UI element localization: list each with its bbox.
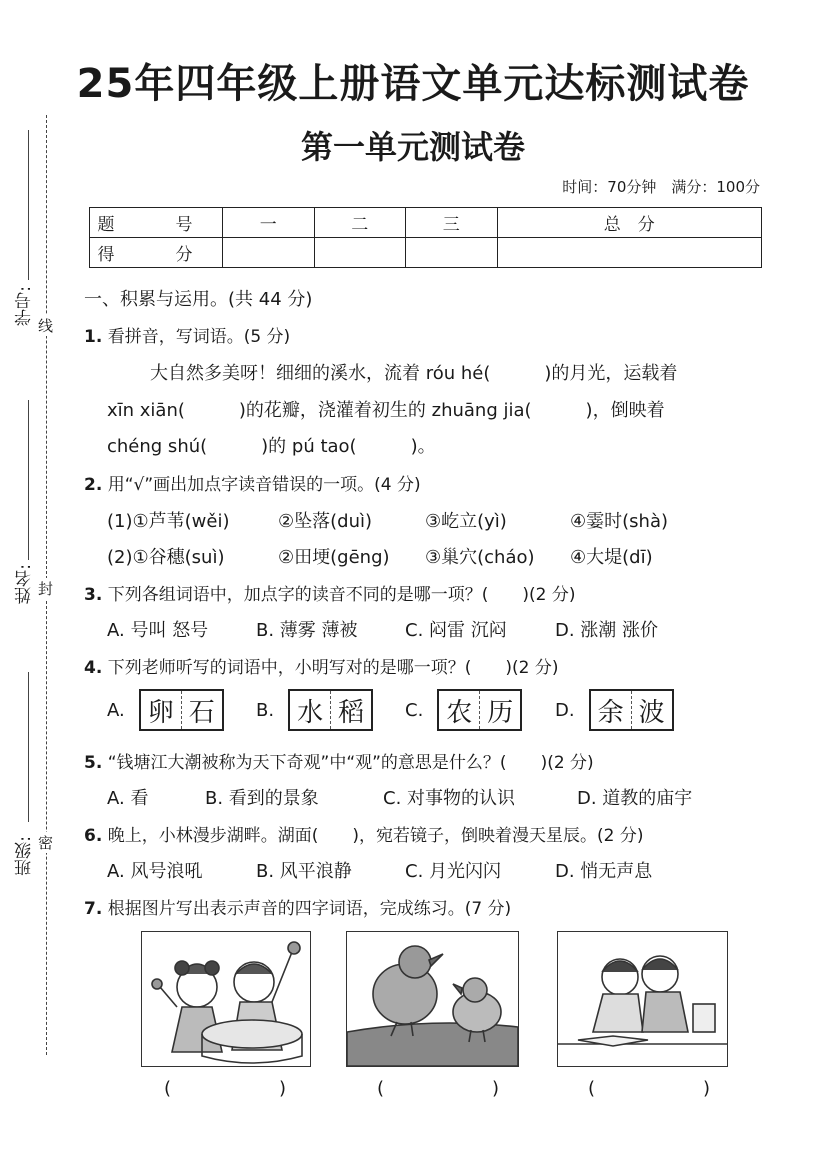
answer-blank[interactable]: ( ) xyxy=(377,1078,500,1099)
mi-label: 密 xyxy=(38,834,54,852)
char-cell: 石 xyxy=(188,697,215,728)
xingming-label: 姓名: xyxy=(15,564,35,604)
question-number: 7. xyxy=(84,899,103,919)
q2-option[interactable]: (2)①谷穗(suì) xyxy=(107,547,225,568)
binding-margin xyxy=(0,0,70,1168)
q2-option[interactable]: ②田埂(gēng) xyxy=(278,547,390,568)
score-table xyxy=(89,207,762,268)
q4-option-d[interactable] xyxy=(555,689,674,731)
question-1 xyxy=(84,322,290,347)
tianzige-box xyxy=(139,689,224,731)
score-cell: 二 xyxy=(314,208,406,238)
banji-underline[interactable] xyxy=(28,672,29,822)
banji-label: 班级: xyxy=(15,836,35,876)
score-cell: 三 xyxy=(406,208,498,238)
option-label: B. xyxy=(256,699,275,721)
option-label: C. xyxy=(405,699,424,721)
question-3 xyxy=(84,580,575,605)
q6-option[interactable]: A. 风号浪吼 xyxy=(107,861,203,882)
xuehao-label: 学号: xyxy=(15,286,35,326)
score-table-row xyxy=(90,208,762,238)
exam-title: 25年四年级上册语文单元达标测试卷 xyxy=(76,61,750,107)
score-cell: 题 号 xyxy=(90,208,223,238)
score-input-cell[interactable] xyxy=(406,238,498,268)
question-text: 下列各组词语中，加点字的读音不同的是哪一项？( )(2 分) xyxy=(107,585,576,605)
question-number: 1. xyxy=(84,327,103,347)
picture-reading-boys xyxy=(557,931,728,1067)
tianzige-box xyxy=(288,689,373,731)
xingming-underline[interactable] xyxy=(28,400,29,560)
q6-option[interactable]: C. 月光闪闪 xyxy=(405,861,502,882)
picture-birds xyxy=(346,931,519,1067)
xuehao-underline[interactable] xyxy=(28,130,29,280)
question-text: 下列老师听写的词语中，小明写对的是哪一项？( )(2 分) xyxy=(107,658,559,678)
q1-line: chéng shú( )的 pú tao( )。 xyxy=(107,436,436,457)
section-title: 一、积累与运用。(共 44 分) xyxy=(84,289,313,310)
score-cell: 得 分 xyxy=(90,238,223,268)
q2-option[interactable]: ③屹立(yì) xyxy=(425,511,507,532)
q5-option[interactable]: C. 对事物的认识 xyxy=(383,788,516,809)
q1-line: xīn xiān( )的花瓣，浇灌着初生的 zhuāng jia( )，倒映着 xyxy=(107,400,665,421)
question-text: 根据图片写出表示声音的四字词语，完成练习。(7 分) xyxy=(107,899,512,919)
birds-illustration xyxy=(347,932,518,1066)
q2-option[interactable]: (1)①芦苇(wěi) xyxy=(107,511,230,532)
score-cell: 总 分 xyxy=(497,208,761,238)
q1-line: 大自然多美呀！细细的溪水，流着 róu hé( )的月光，运载着 xyxy=(150,363,678,384)
answer-blank[interactable]: ( ) xyxy=(588,1078,711,1099)
q2-option[interactable]: ③巢穴(cháo) xyxy=(425,547,535,568)
question-text: 用“√”画出加点字读音错误的一项。(4 分) xyxy=(107,475,421,495)
question-number: 2. xyxy=(84,475,103,495)
q5-option[interactable]: A. 看 xyxy=(107,788,149,809)
feng-label: 封 xyxy=(38,580,54,598)
question-text: “钱塘江大潮被称为天下奇观”中“观”的意思是什么？( )(2 分) xyxy=(107,753,594,773)
option-label: D. xyxy=(555,699,575,721)
score-cell: 一 xyxy=(223,208,315,238)
question-number: 3. xyxy=(84,585,103,605)
char-cell: 余 xyxy=(591,691,632,729)
q3-option[interactable]: D. 涨潮 涨价 xyxy=(555,620,659,641)
q2-option[interactable]: ④霎时(shà) xyxy=(570,511,668,532)
question-6 xyxy=(84,821,643,846)
drum-kids-illustration xyxy=(142,932,310,1066)
tianzige-box xyxy=(437,689,522,731)
question-number: 5. xyxy=(84,753,103,773)
score-input-cell[interactable] xyxy=(223,238,315,268)
q3-option[interactable]: A. 号叫 怒号 xyxy=(107,620,209,641)
answer-blank[interactable]: ( ) xyxy=(164,1078,287,1099)
score-input-cell[interactable] xyxy=(314,238,406,268)
q5-option[interactable]: D. 道教的庙宇 xyxy=(577,788,693,809)
question-number: 6. xyxy=(84,826,103,846)
q2-option[interactable]: ④大堤(dī) xyxy=(570,547,653,568)
q4-option-a[interactable] xyxy=(107,689,224,731)
char-cell: 水 xyxy=(290,691,331,729)
question-7 xyxy=(84,894,511,919)
q2-option[interactable]: ②坠落(duì) xyxy=(278,511,373,532)
tianzige-box xyxy=(589,689,674,731)
q5-option[interactable]: B. 看到的景象 xyxy=(205,788,319,809)
char-cell: 卵 xyxy=(141,691,182,729)
char-cell: 农 xyxy=(439,691,480,729)
reading-boys-illustration xyxy=(558,932,727,1066)
picture-drum-kids xyxy=(141,931,311,1067)
score-input-cell[interactable] xyxy=(497,238,761,268)
q6-option[interactable]: D. 悄无声息 xyxy=(555,861,653,882)
score-table-row xyxy=(90,238,762,268)
option-label: A. xyxy=(107,699,125,721)
q3-option[interactable]: B. 薄雾 薄被 xyxy=(256,620,358,641)
question-number: 4. xyxy=(84,658,103,678)
question-4 xyxy=(84,653,558,678)
q6-option[interactable]: B. 风平浪静 xyxy=(256,861,352,882)
char-cell: 波 xyxy=(638,697,665,728)
question-2 xyxy=(84,470,421,495)
q4-option-c[interactable] xyxy=(405,689,522,731)
char-cell: 历 xyxy=(487,697,514,728)
question-text: 晚上，小林漫步湖畔。湖面( )，宛若镜子，倒映着漫天星辰。(2 分) xyxy=(107,826,644,846)
xian-label: 线 xyxy=(38,317,54,335)
char-cell: 稻 xyxy=(338,697,365,728)
exam-meta: 时间：70分钟 满分：100分 xyxy=(562,178,760,196)
question-5 xyxy=(84,748,594,773)
q4-option-b[interactable] xyxy=(256,689,373,731)
question-text: 看拼音，写词语。(5 分) xyxy=(107,327,291,347)
exam-subtitle: 第一单元测试卷 xyxy=(300,128,525,166)
q3-option[interactable]: C. 闷雷 沉闷 xyxy=(405,620,507,641)
